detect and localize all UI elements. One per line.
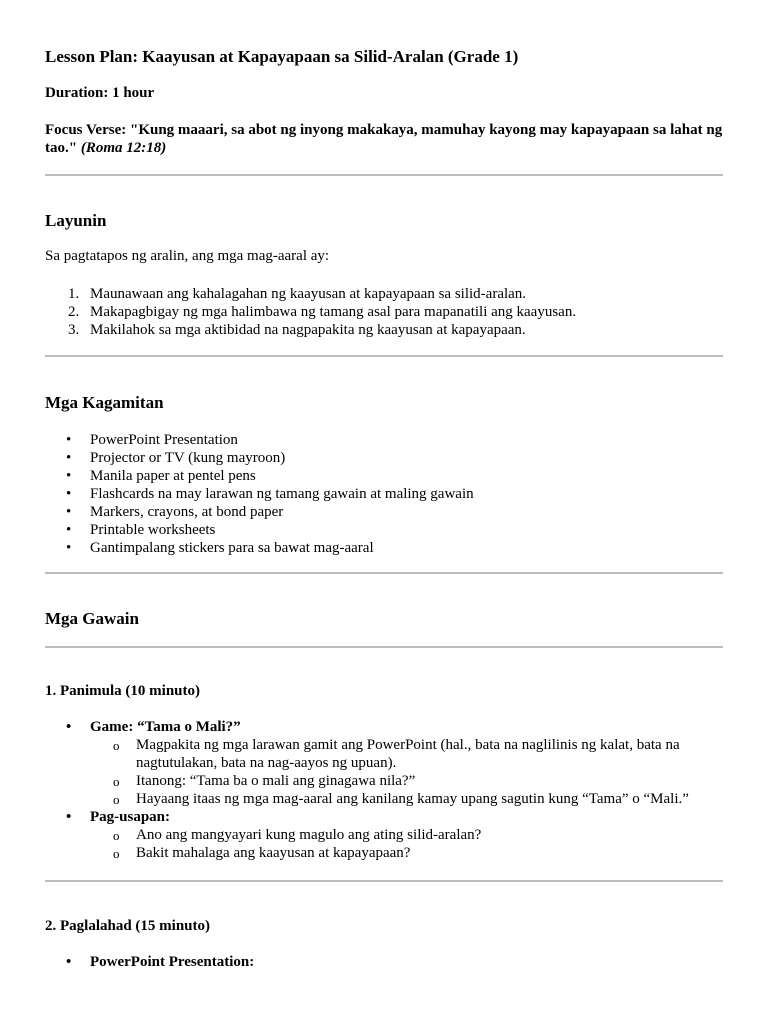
layunin-intro: Sa pagtatapos ng aralin, ang mga mag-aaral ay: bbox=[45, 248, 330, 264]
section-heading-gawain: Mga Gawain bbox=[45, 609, 139, 628]
divider bbox=[45, 880, 723, 882]
list-item: • PowerPoint Presentation: bbox=[66, 954, 255, 970]
list-item: • Pag-usapan: o Ano ang mangyayari kung magulo ang ating silid-aralan? o Bakit mahalaga ang kaayusan at kapayapaan? bbox=[45, 808, 723, 862]
list-item: • Manila paper at pentel pens bbox=[66, 468, 256, 484]
paglalahad-list bbox=[45, 953, 254, 971]
layunin-list bbox=[45, 285, 576, 339]
list-item: • Projector or TV (kung mayroon) bbox=[66, 450, 286, 466]
list-item: • Printable worksheets bbox=[66, 522, 216, 538]
list-item: 3. Makilahok sa mga aktibidad na nagpapakita ng kaayusan at kapayapaan. bbox=[68, 322, 526, 338]
section-heading-kagamitan: Mga Kagamitan bbox=[45, 393, 164, 412]
panimula-heading: 1. Panimula (10 minuto) bbox=[45, 683, 201, 699]
page-title: Lesson Plan: Kaayusan at Kapayapaan sa Silid-Aralan (Grade 1) bbox=[45, 47, 519, 66]
focus-verse-reference: (Roma 12:18) bbox=[80, 140, 167, 156]
paglalahad-heading: 2. Paglalahad (15 minuto) bbox=[45, 918, 211, 934]
divider bbox=[45, 355, 723, 357]
list-item: 1. Maunawaan ang kahalagahan ng kaayusan at kapayapaan sa silid-aralan. bbox=[68, 286, 527, 302]
list-item: • Gantimpalang stickers para sa bawat mag-aaral bbox=[66, 540, 374, 556]
panimula-list bbox=[45, 718, 723, 862]
list-item: 2. Makapagbigay ng mga halimbawa ng tamang asal para mapanatili ang kaayusan. bbox=[68, 304, 577, 320]
pag-usapan-label: Pag-usapan: bbox=[90, 809, 171, 825]
divider bbox=[45, 174, 723, 176]
list-item: • Game: “Tama o Mali?” o Magpakita ng mga larawan gamit ang PowerPoint (hal., bata na naglilinis ng kalat, bata na nagtutulakan, bata na nag-aayos ng upuan). o Itanong: “Tama ba o mali ang ginagawa nila?” o Hayaang itaas ng mga mag-aaral ang kanilang kamay upang sagutin kung “Tama” o “Mali.” bbox=[45, 718, 723, 808]
sub-list-item: o Magpakita ng mga larawan gamit ang PowerPoint (hal., bata na naglilinis ng kalat, bata na nagtutulakan, bata na nag-aayos ng upuan). bbox=[113, 737, 680, 771]
sub-list-item: o Bakit mahalaga ang kaayusan at kapayapaan? bbox=[113, 845, 411, 861]
game-sublist bbox=[90, 736, 723, 808]
focus-verse bbox=[45, 121, 723, 157]
game-label: Game: “Tama o Mali?” bbox=[90, 719, 241, 735]
divider bbox=[45, 646, 723, 648]
sub-list-item: o Itanong: “Tama ba o mali ang ginagawa nila?” bbox=[113, 773, 416, 789]
sub-list-item: o Hayaang itaas ng mga mag-aaral ang kanilang kamay upang sagutin kung “Tama” o “Mali.” bbox=[113, 791, 689, 807]
duration: Duration: 1 hour bbox=[45, 85, 155, 101]
sub-list-item: o Ano ang mangyayari kung magulo ang ating silid-aralan? bbox=[113, 827, 482, 843]
pag-usapan-sublist bbox=[90, 826, 723, 862]
kagamitan-list bbox=[45, 431, 474, 557]
list-item: • Markers, crayons, at bond paper bbox=[66, 504, 284, 520]
section-heading-layunin: Layunin bbox=[45, 211, 107, 230]
list-item: • Flashcards na may larawan ng tamang gawain at maling gawain bbox=[66, 486, 474, 502]
divider bbox=[45, 572, 723, 574]
focus-verse-text: Focus Verse: "Kung maaari, sa abot ng inyong makakaya, mamuhay kayong may kapayapaan sa lahat ng tao." bbox=[45, 122, 723, 156]
list-item: • PowerPoint Presentation bbox=[66, 432, 238, 448]
